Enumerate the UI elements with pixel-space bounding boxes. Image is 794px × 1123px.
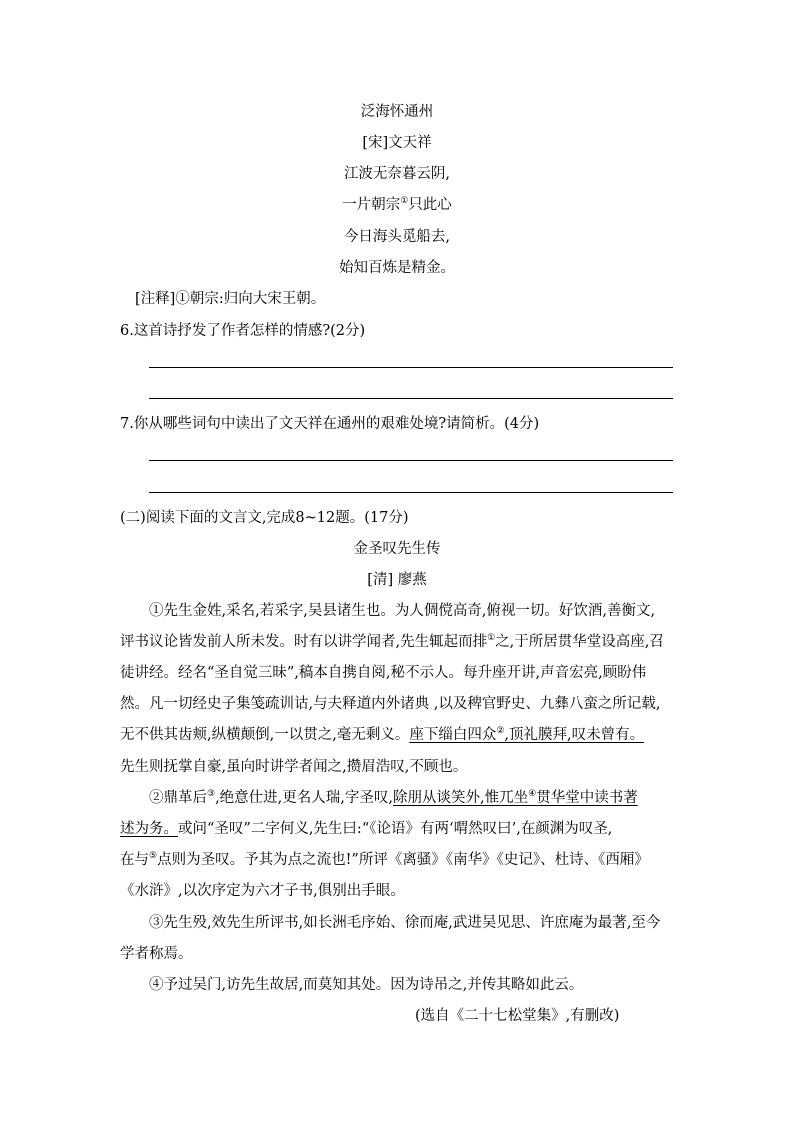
- question-7: 7.你从哪些词句中读出了文天祥在通州的艰难处境?请简析。(4分): [120, 416, 540, 432]
- answer-line-6b: [149, 398, 673, 399]
- footnote-marker: ①: [400, 196, 409, 206]
- p1-line-2-a: 评书议论皆发前人所未发。时有以讲学闻者,先生辄起而排: [120, 634, 488, 650]
- poem-line-4: 始知百炼是精金。: [339, 260, 455, 276]
- p2-line-3-a: 在与: [120, 852, 149, 868]
- p2-line-3-b: 点则为圣叹。予其为点之流也!”所评《离骚》《南华》《史记》、杜诗、《西厢》: [157, 852, 649, 868]
- footnote-marker: ①: [487, 633, 496, 643]
- p4-line-1: ④予过吴门,访先生故居,而莫知其处。因为诗吊之,并传其略如此云。: [149, 977, 584, 993]
- p2-line-1-d: 贯华堂中读书著: [536, 790, 638, 806]
- question-6: 6.这首诗抒发了作者怎样的情感?(2分): [120, 323, 366, 339]
- footnote-marker: ③: [207, 789, 216, 799]
- poem-line-2-b: 只此心: [408, 197, 452, 213]
- p2-line-1-c: 除朋从谈笑外,惟兀坐: [393, 790, 529, 806]
- underlined-sentence-2-end: 述为务。: [120, 821, 178, 837]
- underlined-sentence-2: [393, 790, 638, 806]
- footnote-marker: ⑤: [149, 851, 158, 861]
- p1-line-3: 徒讲经。经名“圣自觉三昧”,稿本自携自阅,秘不示人。每升座开讲,声音宏亮,顾盼伟: [120, 665, 647, 681]
- p1-line-4: 然。凡一切经史子集笺疏训诂,与夫释道内外诸典 ,以及稗官野史、九彝八蛮之所记载,: [120, 696, 661, 712]
- p1-line-1: ①先生金姓,采名,若采字,吴县诸生也。为人倜傥高奇,俯视一切。好饮酒,善衡文,: [149, 603, 656, 619]
- p1-line-5: [120, 725, 644, 745]
- answer-line-6a: [149, 367, 673, 368]
- answer-line-7b: [149, 492, 673, 493]
- poem-line-1: 江波无奈暮云阴,: [343, 166, 451, 182]
- p1-line-6: 先生则抚掌自豪,虽向时讲学者闻之,攒眉浩叹,不顾也。: [120, 759, 468, 775]
- section-2-intro: (二)阅读下面的文言文,完成8~12题。(17分): [120, 510, 409, 526]
- p1-line-2: [120, 632, 664, 652]
- poem-line-2-a: 一片朝宗: [342, 197, 401, 213]
- essay-author: [清] 廖燕: [367, 572, 427, 588]
- p1-line-2-b: 之,于所居贯华堂设高座,召: [495, 634, 664, 650]
- poem-line-2: [0, 195, 794, 215]
- p2-line-2-b: 或问“圣叹”二字何义,先生曰:“《论语》有两‘喟然叹曰’,在颜渊为叹圣,: [178, 821, 613, 837]
- poem-author: [宋]文天祥: [362, 135, 432, 151]
- p1-line-5-b: 座下缁白四众: [409, 727, 497, 743]
- p2-line-1: [149, 788, 638, 808]
- essay-source: (选自《二十七松堂集》,有删改): [415, 1008, 620, 1024]
- poem-line-3: 今日海头觅船去,: [343, 229, 451, 245]
- poem-note: [注释]①朝宗:归向大宋王朝。: [135, 291, 326, 307]
- p1-line-5-a: 无不供其齿颊,纵横颠倒,一以贯之,毫无剩义。: [120, 727, 410, 743]
- poem-title: 泛海怀通州: [360, 104, 434, 120]
- p2-line-2: [120, 819, 612, 839]
- footnote-marker: ②: [496, 726, 505, 736]
- footnote-marker: ④: [528, 789, 537, 799]
- answer-line-7a: [149, 460, 673, 461]
- p3-line-2: 学者称焉。: [120, 946, 193, 962]
- p2-line-3: [120, 850, 649, 870]
- p1-line-5-c: ,顶礼膜拜,叹未曾有。: [504, 727, 645, 743]
- p2-line-4: 《水浒》,以次序定为六才子书,俱别出手眼。: [120, 883, 405, 899]
- p2-line-1-a: ②鼎革后: [149, 790, 207, 806]
- underlined-sentence-1: [409, 727, 644, 743]
- p3-line-1: ③先生殁,效先生所评书,如长洲毛序始、徐而庵,武进吴见思、许庶庵为最著,至今: [149, 915, 661, 931]
- essay-title: 金圣叹先生传: [353, 541, 441, 557]
- p2-line-1-b: ,绝意仕进,更名人瑞,字圣叹,: [215, 790, 394, 806]
